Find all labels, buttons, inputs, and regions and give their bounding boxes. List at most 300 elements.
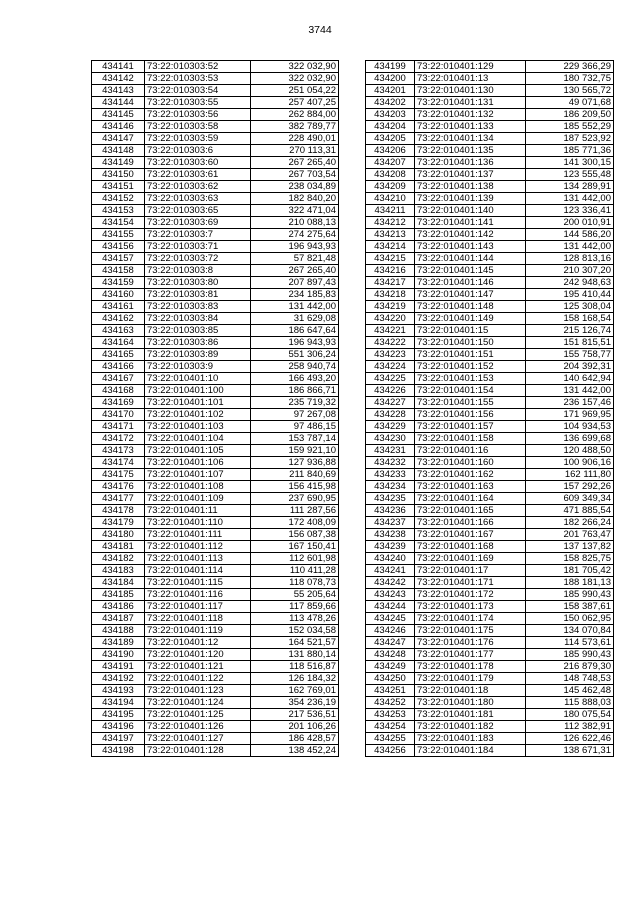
row-number: 434158	[92, 265, 145, 277]
row-number: 434201	[366, 85, 415, 97]
table-row	[366, 553, 614, 565]
cadastral-number: 73:22:010401:145	[415, 265, 526, 277]
table-row	[366, 181, 614, 193]
cadastral-number: 73:22:010401:164	[415, 493, 526, 505]
cadastral-value: 196 943,93	[251, 337, 339, 349]
cadastral-value: 196 943,93	[251, 241, 339, 253]
row-number: 434184	[92, 577, 145, 589]
row-number: 434167	[92, 373, 145, 385]
cadastral-value: 207 897,43	[251, 277, 339, 289]
table-row	[92, 181, 339, 193]
row-number: 434231	[366, 445, 415, 457]
table-row	[92, 637, 339, 649]
cadastral-value: 185 771,36	[526, 145, 614, 157]
table-row	[366, 193, 614, 205]
row-number: 434210	[366, 193, 415, 205]
cadastral-value: 267 265,40	[251, 265, 339, 277]
table-row	[366, 733, 614, 745]
table-row	[366, 469, 614, 481]
table-row	[92, 577, 339, 589]
table-row	[366, 265, 614, 277]
cadastral-value: 210 088,13	[251, 217, 339, 229]
cadastral-number: 73:22:010401:160	[415, 457, 526, 469]
table-row	[92, 349, 339, 361]
cadastral-number: 73:22:010401:152	[415, 361, 526, 373]
cadastral-value: 113 478,26	[251, 613, 339, 625]
row-number: 434216	[366, 265, 415, 277]
row-number: 434194	[92, 697, 145, 709]
right-register-table	[365, 60, 614, 757]
cadastral-value: 251 054,22	[251, 85, 339, 97]
row-number: 434146	[92, 121, 145, 133]
row-number: 434179	[92, 517, 145, 529]
row-number: 434180	[92, 529, 145, 541]
cadastral-value: 128 813,16	[526, 253, 614, 265]
row-number: 434251	[366, 685, 415, 697]
cadastral-number: 73:22:010401:123	[145, 685, 251, 697]
row-number: 434182	[92, 553, 145, 565]
cadastral-number: 73:22:010401:141	[415, 217, 526, 229]
table-row	[366, 325, 614, 337]
row-number: 434183	[92, 565, 145, 577]
row-number: 434207	[366, 157, 415, 169]
cadastral-value: 171 969,95	[526, 409, 614, 421]
row-number: 434193	[92, 685, 145, 697]
table-row	[92, 433, 339, 445]
cadastral-number: 73:22:010401:150	[415, 337, 526, 349]
cadastral-value: 235 719,32	[251, 397, 339, 409]
table-row	[366, 97, 614, 109]
table-row	[366, 337, 614, 349]
table-row	[92, 505, 339, 517]
cadastral-number: 73:22:010401:158	[415, 433, 526, 445]
table-row	[366, 445, 614, 457]
cadastral-number: 73:22:010401:100	[145, 385, 251, 397]
row-number: 434172	[92, 433, 145, 445]
cadastral-number: 73:22:010401:125	[145, 709, 251, 721]
cadastral-value: 155 758,77	[526, 349, 614, 361]
table-row	[366, 697, 614, 709]
row-number: 434240	[366, 553, 415, 565]
cadastral-number: 73:22:010401:181	[415, 709, 526, 721]
table-row	[92, 733, 339, 745]
table-row	[366, 505, 614, 517]
row-number: 434143	[92, 85, 145, 97]
row-number: 434196	[92, 721, 145, 733]
cadastral-number: 73:22:010401:122	[145, 673, 251, 685]
cadastral-value: 228 490,01	[251, 133, 339, 145]
table-row	[366, 745, 614, 757]
cadastral-value: 151 815,51	[526, 337, 614, 349]
table-row	[92, 157, 339, 169]
cadastral-number: 73:22:010303:65	[145, 205, 251, 217]
cadastral-value: 134 289,91	[526, 181, 614, 193]
cadastral-number: 73:22:010401:183	[415, 733, 526, 745]
cadastral-number: 73:22:010401:107	[145, 469, 251, 481]
row-number: 434145	[92, 109, 145, 121]
cadastral-value: 148 748,53	[526, 673, 614, 685]
cadastral-value: 322 032,90	[251, 73, 339, 85]
cadastral-value: 187 523,92	[526, 133, 614, 145]
row-number: 434212	[366, 217, 415, 229]
row-number: 434150	[92, 169, 145, 181]
cadastral-number: 73:22:010401:109	[145, 493, 251, 505]
cadastral-number: 73:22:010401:169	[415, 553, 526, 565]
cadastral-number: 73:22:010401:166	[415, 517, 526, 529]
cadastral-number: 73:22:010303:63	[145, 193, 251, 205]
table-row	[92, 337, 339, 349]
cadastral-number: 73:22:010303:81	[145, 289, 251, 301]
cadastral-number: 73:22:010303:72	[145, 253, 251, 265]
cadastral-number: 73:22:010303:52	[145, 61, 251, 73]
cadastral-value: 159 921,10	[251, 445, 339, 457]
row-number: 434236	[366, 505, 415, 517]
row-number: 434252	[366, 697, 415, 709]
table-row	[366, 133, 614, 145]
cadastral-value: 131 442,00	[526, 241, 614, 253]
row-number: 434239	[366, 541, 415, 553]
cadastral-value: 229 366,29	[526, 61, 614, 73]
cadastral-value: 186 866,71	[251, 385, 339, 397]
row-number: 434255	[366, 733, 415, 745]
cadastral-number: 73:22:010401:173	[415, 601, 526, 613]
cadastral-number: 73:22:010401:115	[145, 577, 251, 589]
table-row	[92, 313, 339, 325]
cadastral-number: 73:22:010401:138	[415, 181, 526, 193]
cadastral-number: 73:22:010401:175	[415, 625, 526, 637]
cadastral-value: 152 034,58	[251, 625, 339, 637]
table-row	[92, 301, 339, 313]
table-row	[366, 613, 614, 625]
table-row	[366, 61, 614, 73]
cadastral-number: 73:22:010401:117	[145, 601, 251, 613]
table-row	[366, 109, 614, 121]
row-number: 434208	[366, 169, 415, 181]
table-row	[92, 673, 339, 685]
row-number: 434248	[366, 649, 415, 661]
cadastral-value: 49 071,68	[526, 97, 614, 109]
cadastral-value: 131 880,14	[251, 649, 339, 661]
cadastral-value: 150 062,95	[526, 613, 614, 625]
table-row	[92, 697, 339, 709]
cadastral-value: 158 825,75	[526, 553, 614, 565]
cadastral-value: 137 137,82	[526, 541, 614, 553]
row-number: 434177	[92, 493, 145, 505]
table-row	[366, 157, 614, 169]
cadastral-number: 73:22:010303:62	[145, 181, 251, 193]
cadastral-number: 73:22:010303:58	[145, 121, 251, 133]
table-row	[92, 685, 339, 697]
row-number: 434246	[366, 625, 415, 637]
table-row	[92, 145, 339, 157]
row-number: 434199	[366, 61, 415, 73]
cadastral-value: 180 075,54	[526, 709, 614, 721]
table-row	[92, 481, 339, 493]
cadastral-number: 73:22:010303:6	[145, 145, 251, 157]
cadastral-value: 158 168,54	[526, 313, 614, 325]
cadastral-value: 166 493,20	[251, 373, 339, 385]
cadastral-value: 322 032,90	[251, 61, 339, 73]
cadastral-number: 73:22:010401:148	[415, 301, 526, 313]
cadastral-number: 73:22:010401:116	[145, 589, 251, 601]
table-row	[92, 241, 339, 253]
row-number: 434156	[92, 241, 145, 253]
cadastral-number: 73:22:010401:110	[145, 517, 251, 529]
cadastral-value: 201 763,47	[526, 529, 614, 541]
table-row	[366, 529, 614, 541]
table-row	[92, 265, 339, 277]
row-number: 434225	[366, 373, 415, 385]
cadastral-number: 73:22:010401:142	[415, 229, 526, 241]
row-number: 434227	[366, 397, 415, 409]
table-row	[366, 253, 614, 265]
cadastral-value: 382 789,77	[251, 121, 339, 133]
cadastral-value: 200 010,91	[526, 217, 614, 229]
row-number: 434151	[92, 181, 145, 193]
table-row	[92, 601, 339, 613]
table-row	[366, 205, 614, 217]
table-row	[366, 421, 614, 433]
cadastral-number: 73:22:010401:134	[415, 133, 526, 145]
cadastral-value: 237 690,95	[251, 493, 339, 505]
cadastral-value: 104 934,53	[526, 421, 614, 433]
cadastral-number: 73:22:010401:12	[145, 637, 251, 649]
table-row	[92, 445, 339, 457]
row-number: 434141	[92, 61, 145, 73]
table-row	[92, 73, 339, 85]
cadastral-number: 73:22:010401:182	[415, 721, 526, 733]
cadastral-number: 73:22:010303:7	[145, 229, 251, 241]
row-number: 434219	[366, 301, 415, 313]
cadastral-number: 73:22:010401:126	[145, 721, 251, 733]
row-number: 434256	[366, 745, 415, 757]
cadastral-value: 185 990,43	[526, 649, 614, 661]
cadastral-number: 73:22:010401:177	[415, 649, 526, 661]
cadastral-value: 141 300,15	[526, 157, 614, 169]
cadastral-value: 182 266,24	[526, 517, 614, 529]
cadastral-value: 115 888,03	[526, 697, 614, 709]
row-number: 434155	[92, 229, 145, 241]
row-number: 434147	[92, 133, 145, 145]
cadastral-value: 97 486,15	[251, 421, 339, 433]
table-row	[366, 637, 614, 649]
cadastral-value: 186 428,57	[251, 733, 339, 745]
table-row	[92, 61, 339, 73]
cadastral-number: 73:22:010401:140	[415, 205, 526, 217]
table-row	[92, 97, 339, 109]
row-number: 434191	[92, 661, 145, 673]
row-number: 434190	[92, 649, 145, 661]
cadastral-value: 130 565,72	[526, 85, 614, 97]
cadastral-value: 257 407,25	[251, 97, 339, 109]
cadastral-number: 73:22:010401:133	[415, 121, 526, 133]
cadastral-number: 73:22:010401:106	[145, 457, 251, 469]
row-number: 434237	[366, 517, 415, 529]
row-number: 434254	[366, 721, 415, 733]
table-row	[366, 457, 614, 469]
cadastral-number: 73:22:010401:136	[415, 157, 526, 169]
cadastral-number: 73:22:010401:149	[415, 313, 526, 325]
cadastral-number: 73:22:010401:11	[145, 505, 251, 517]
row-number: 434189	[92, 637, 145, 649]
cadastral-number: 73:22:010401:146	[415, 277, 526, 289]
row-number: 434215	[366, 253, 415, 265]
cadastral-value: 123 336,41	[526, 205, 614, 217]
cadastral-number: 73:22:010401:131	[415, 97, 526, 109]
cadastral-number: 73:22:010303:89	[145, 349, 251, 361]
table-row	[92, 613, 339, 625]
cadastral-value: 118 516,87	[251, 661, 339, 673]
cadastral-value: 57 821,48	[251, 253, 339, 265]
table-row	[92, 553, 339, 565]
cadastral-value: 120 488,50	[526, 445, 614, 457]
cadastral-value: 258 940,74	[251, 361, 339, 373]
cadastral-number: 73:22:010303:69	[145, 217, 251, 229]
table-row	[92, 253, 339, 265]
cadastral-value: 110 411,28	[251, 565, 339, 577]
cadastral-value: 156 415,98	[251, 481, 339, 493]
table-row	[92, 373, 339, 385]
cadastral-number: 73:22:010401:168	[415, 541, 526, 553]
cadastral-number: 73:22:010401:151	[415, 349, 526, 361]
row-number: 434165	[92, 349, 145, 361]
cadastral-value: 234 185,83	[251, 289, 339, 301]
table-row	[366, 589, 614, 601]
cadastral-value: 211 840,69	[251, 469, 339, 481]
cadastral-value: 157 292,26	[526, 481, 614, 493]
row-number: 434228	[366, 409, 415, 421]
row-number: 434186	[92, 601, 145, 613]
row-number: 434149	[92, 157, 145, 169]
table-row	[366, 649, 614, 661]
table-row	[92, 421, 339, 433]
table-row	[366, 493, 614, 505]
cadastral-value: 164 521,57	[251, 637, 339, 649]
cadastral-number: 73:22:010401:102	[145, 409, 251, 421]
row-number: 434154	[92, 217, 145, 229]
table-row	[366, 685, 614, 697]
row-number: 434244	[366, 601, 415, 613]
row-number: 434217	[366, 277, 415, 289]
cadastral-value: 114 573,61	[526, 637, 614, 649]
table-row	[366, 577, 614, 589]
cadastral-value: 111 287,56	[251, 505, 339, 517]
row-number: 434242	[366, 577, 415, 589]
table-row	[92, 109, 339, 121]
left-register-table	[91, 60, 339, 757]
cadastral-number: 73:22:010401:127	[145, 733, 251, 745]
row-number: 434168	[92, 385, 145, 397]
table-row	[366, 85, 614, 97]
row-number: 434234	[366, 481, 415, 493]
cadastral-value: 131 442,00	[526, 193, 614, 205]
row-number: 434153	[92, 205, 145, 217]
cadastral-number: 73:22:010303:80	[145, 277, 251, 289]
table-row	[92, 409, 339, 421]
cadastral-value: 609 349,34	[526, 493, 614, 505]
row-number: 434238	[366, 529, 415, 541]
cadastral-value: 186 647,64	[251, 325, 339, 337]
cadastral-value: 186 209,50	[526, 109, 614, 121]
cadastral-value: 140 642,94	[526, 373, 614, 385]
table-row	[366, 625, 614, 637]
row-number: 434249	[366, 661, 415, 673]
row-number: 434224	[366, 361, 415, 373]
table-row	[366, 673, 614, 685]
cadastral-number: 73:22:010303:85	[145, 325, 251, 337]
table-row	[366, 601, 614, 613]
cadastral-number: 73:22:010401:132	[415, 109, 526, 121]
cadastral-number: 73:22:010303:84	[145, 313, 251, 325]
cadastral-value: 204 392,31	[526, 361, 614, 373]
row-number: 434195	[92, 709, 145, 721]
cadastral-number: 73:22:010303:86	[145, 337, 251, 349]
table-row	[92, 289, 339, 301]
row-number: 434203	[366, 109, 415, 121]
table-row	[92, 229, 339, 241]
cadastral-value: 471 885,54	[526, 505, 614, 517]
row-number: 434211	[366, 205, 415, 217]
cadastral-value: 138 452,24	[251, 745, 339, 757]
cadastral-number: 73:22:010401:184	[415, 745, 526, 757]
cadastral-number: 73:22:010401:147	[415, 289, 526, 301]
row-number: 434205	[366, 133, 415, 145]
cadastral-number: 73:22:010401:128	[145, 745, 251, 757]
table-row	[92, 397, 339, 409]
cadastral-value: 118 078,73	[251, 577, 339, 589]
row-number: 434202	[366, 97, 415, 109]
cadastral-value: 158 387,61	[526, 601, 614, 613]
cadastral-value: 138 671,31	[526, 745, 614, 757]
cadastral-number: 73:22:010401:162	[415, 469, 526, 481]
row-number: 434161	[92, 301, 145, 313]
cadastral-number: 73:22:010401:180	[415, 697, 526, 709]
cadastral-value: 195 410,44	[526, 289, 614, 301]
cadastral-number: 73:22:010401:113	[145, 553, 251, 565]
cadastral-value: 274 275,64	[251, 229, 339, 241]
row-number: 434148	[92, 145, 145, 157]
table-row	[92, 277, 339, 289]
row-number: 434200	[366, 73, 415, 85]
cadastral-number: 73:22:010401:156	[415, 409, 526, 421]
cadastral-value: 242 948,63	[526, 277, 614, 289]
cadastral-number: 73:22:010303:9	[145, 361, 251, 373]
table-row	[92, 721, 339, 733]
cadastral-value: 100 906,16	[526, 457, 614, 469]
table-row	[366, 73, 614, 85]
row-number: 434160	[92, 289, 145, 301]
cadastral-number: 73:22:010401:18	[415, 685, 526, 697]
cadastral-number: 73:22:010401:143	[415, 241, 526, 253]
row-number: 434164	[92, 337, 145, 349]
table-row	[366, 349, 614, 361]
table-row	[92, 361, 339, 373]
cadastral-value: 134 070,84	[526, 625, 614, 637]
cadastral-number: 73:22:010303:83	[145, 301, 251, 313]
cadastral-number: 73:22:010401:163	[415, 481, 526, 493]
row-number: 434163	[92, 325, 145, 337]
cadastral-value: 270 113,31	[251, 145, 339, 157]
table-row	[366, 169, 614, 181]
row-number: 434157	[92, 253, 145, 265]
cadastral-value: 210 307,20	[526, 265, 614, 277]
row-number: 434204	[366, 121, 415, 133]
table-row	[92, 529, 339, 541]
cadastral-number: 73:22:010401:16	[415, 445, 526, 457]
cadastral-number: 73:22:010401:144	[415, 253, 526, 265]
cadastral-value: 267 265,40	[251, 157, 339, 169]
cadastral-value: 267 703,54	[251, 169, 339, 181]
